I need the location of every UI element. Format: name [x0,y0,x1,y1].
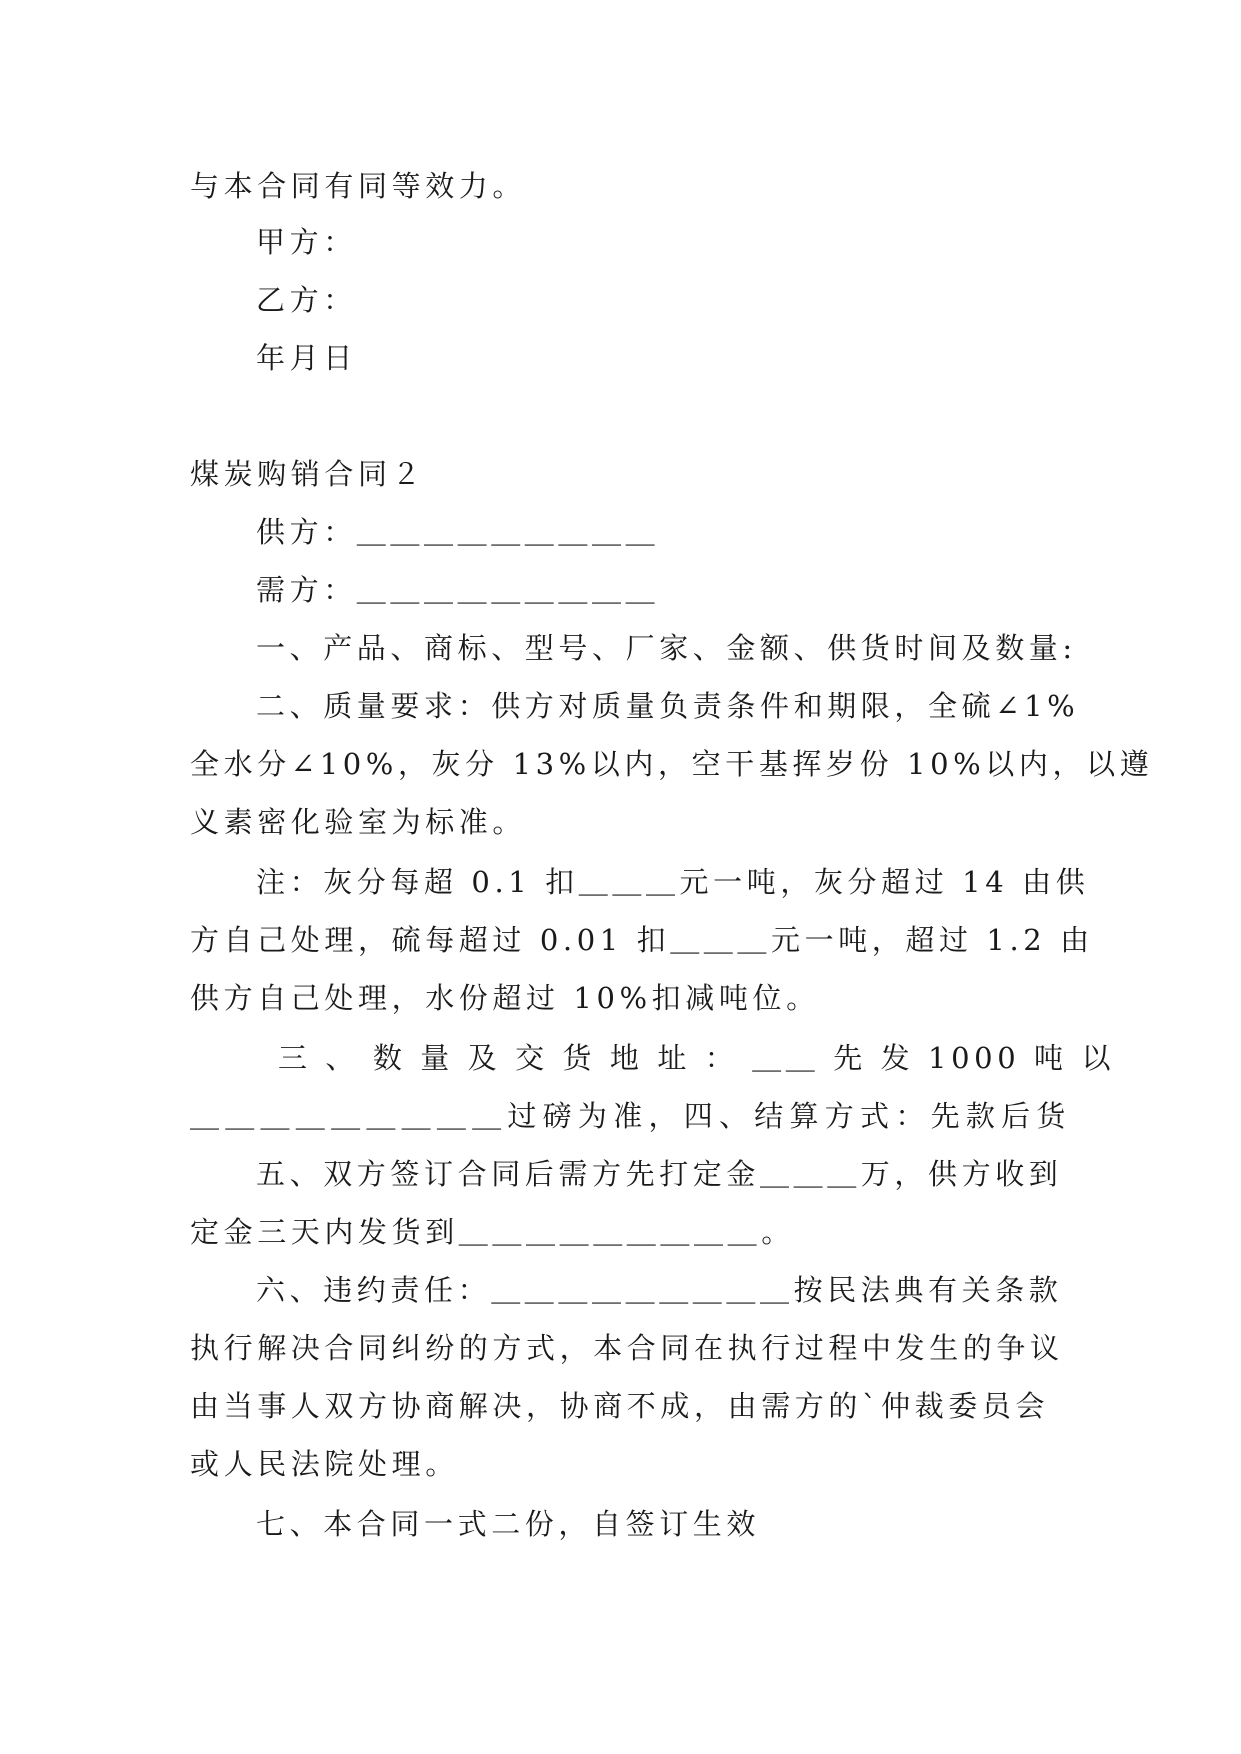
clause-2-line-1: 二、质量要求：供方对质量负责条件和期限，全硫∠1% [256,689,1080,723]
paragraph-line: 与本合同有同等效力。 [190,169,527,203]
note-line-2: 方自己处理，硫每超过 0.01 扣＿＿＿元一吨，超过 1.2 由 [190,923,1094,957]
clause-1: 一、产品、商标、型号、厂家、金额、供货时间及数量: [256,631,1077,665]
clause-5-line-2: 定金三天内发货到＿＿＿＿＿＿＿＿＿。 [190,1215,795,1249]
clause-2-line-2: 全水分∠10%，灰分 13%以内，空干基挥岁份 10%以内，以遵 [190,747,1154,781]
clause-6-line-2: 执行解决合同纠纷的方式，本合同在执行过程中发生的争议 [190,1331,1064,1365]
clause-6-line-1: 六、违约责任：＿＿＿＿＿＿＿＿＿按民法典有关条款 [256,1273,1063,1307]
clause-7: 七、本合同一式二份，自签订生效 [256,1507,761,1541]
party-b-label: 乙方： [256,283,357,317]
clause-3-line-2: ＿＿＿＿＿＿＿＿＿过磅为准，四、结算方式：先款后货 [190,1099,1070,1133]
clause-3-line-1: 三 、 数 量 及 交 货 地 址 ： ＿＿ 先 发 1000 吨 以 [278,1041,1116,1075]
note-line-3: 供方自己处理，水份超过 10%扣减吨位。 [190,981,820,1015]
clause-5-line-1: 五、双方签订合同后需方先打定金＿＿＿万，供方收到 [256,1157,1063,1191]
contract-title: 煤炭购销合同２ [190,457,426,491]
buyer-label: 需方：＿＿＿＿＿＿＿＿＿ [256,573,660,607]
clause-6-line-4: 或人民法院处理。 [190,1447,459,1481]
supplier-label: 供方：＿＿＿＿＿＿＿＿＿ [256,515,660,549]
date-label: 年月日 [256,341,357,375]
clause-6-line-3: 由当事人双方协商解决，协商不成，由需方的`仲裁委员会 [190,1389,1050,1423]
note-line-1: 注：灰分每超 0.1 扣＿＿＿元一吨，灰分超过 14 由供 [256,865,1090,899]
clause-2-line-3: 义素密化验室为标准。 [190,805,527,839]
party-a-label: 甲方： [256,225,357,259]
